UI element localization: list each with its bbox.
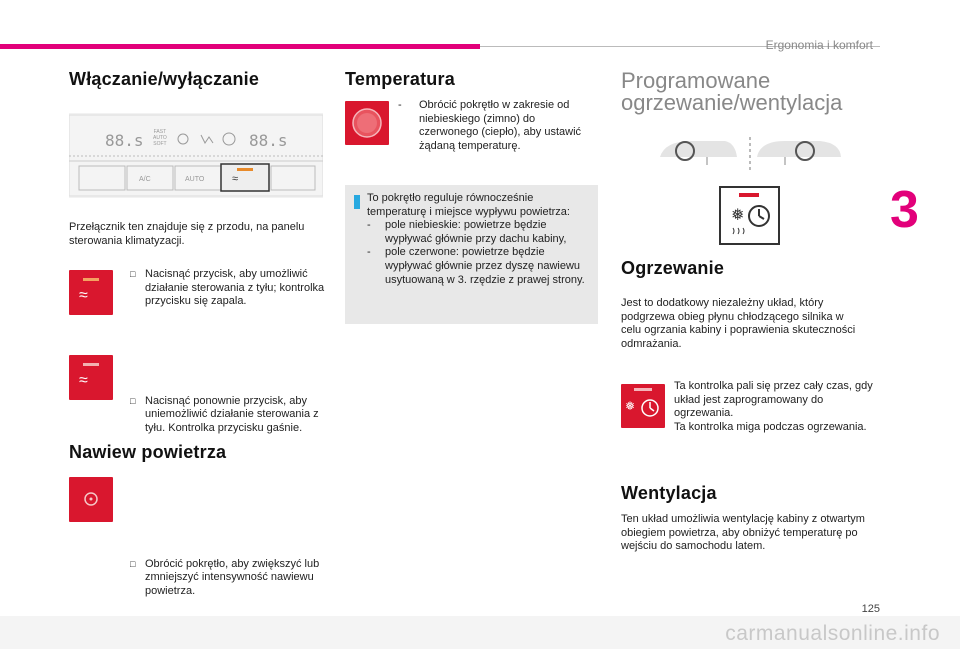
section-title-airflow: Nawiew powietrza bbox=[69, 442, 227, 462]
info-icon bbox=[354, 195, 360, 209]
knob-icon bbox=[345, 101, 389, 145]
step-disable-text: Nacisnąć ponownie przycisk, aby uniemożliwić działanie sterowania z tyłu. Kontrolka przycisku gaśnie. bbox=[145, 394, 319, 434]
dash-bullet: - bbox=[367, 246, 371, 259]
indicator-off bbox=[83, 363, 99, 366]
rear-control-off-icon bbox=[69, 355, 113, 400]
section-title-temperature: Temperatura bbox=[345, 69, 455, 89]
step-enable-text: Nacisnąć przycisk, aby umożliwić działanie sterowania z tyłu; kontrolka przycisku się zapala. bbox=[145, 268, 325, 308]
dash-bullet: - bbox=[367, 219, 371, 232]
svg-text:❅: ❅ bbox=[625, 399, 636, 413]
step-fan bbox=[130, 558, 335, 599]
section-title-programmed bbox=[621, 70, 842, 114]
heating-text: Jest to dodatkowy niezależny układ, który podgrzewa obieg płynu chłodzącego silnika w celu ogrzania kabiny i poprawienia skuteczności odmrażania. bbox=[621, 297, 856, 350]
watermark-text: carmanualsonline.info bbox=[725, 622, 940, 645]
info-box bbox=[345, 185, 598, 324]
dash-bullet: - bbox=[398, 99, 402, 111]
page-number: 125 bbox=[861, 603, 880, 615]
indicator-lit bbox=[739, 193, 759, 197]
soft-label: SOFT bbox=[153, 141, 167, 147]
display-left: 88.s bbox=[105, 131, 144, 150]
panel-illustration bbox=[69, 113, 323, 198]
auto-button-label[interactable]: AUTO bbox=[185, 176, 205, 183]
rear-control-icon[interactable]: ≈ bbox=[232, 173, 239, 185]
chapter-title: Ergonomia i komfort bbox=[765, 38, 873, 52]
title-line-1: Programowane bbox=[621, 68, 771, 93]
ventilation-text: Ten układ umożliwia wentylację kabiny z otwartym obiegiem powietrza, aby obniżyć temperaturę po wejściu do samochodu latem. bbox=[621, 513, 865, 553]
info-item-text: pole czerwone: powietrze będzie wypływać głównie przez dyszę nawiewu usytuowaną w 3. rzędzie z prawej strony. bbox=[385, 246, 585, 286]
step-disable bbox=[130, 395, 325, 436]
info-item bbox=[367, 219, 593, 246]
section-title-onoff: Włączanie/wyłączanie bbox=[69, 69, 260, 89]
indicator-lit bbox=[83, 278, 99, 281]
mode-labels bbox=[153, 129, 167, 147]
info-intro: To pokrętło reguluje równocześnie temperaturę i miejsce wypływu powietrza: bbox=[367, 192, 570, 218]
temperature-step bbox=[398, 99, 588, 153]
steering-wheels-illustration bbox=[655, 135, 845, 173]
intro-text: Przełącznik ten znajduje się z przodu, na panelu sterowania klimatyzacji. bbox=[69, 221, 305, 247]
temperature-knob-icon bbox=[345, 101, 389, 145]
fan-knob-icon bbox=[69, 477, 113, 522]
auto-label: AUTO bbox=[153, 135, 167, 141]
fan-icon bbox=[69, 477, 113, 522]
seat-airflow-icon: ≈ bbox=[79, 372, 88, 389]
indicator-bar bbox=[634, 388, 652, 391]
info-content bbox=[367, 192, 593, 287]
info-item-text: pole niebieskie: powietrze będzie wypływać głównie przy dachu kabiny, bbox=[385, 219, 567, 245]
checkbox-bullet: □ bbox=[130, 269, 136, 279]
programming-button[interactable] bbox=[719, 186, 780, 245]
header-accent-bar bbox=[0, 44, 480, 49]
rear-control-on-icon bbox=[69, 270, 113, 315]
climate-control-panel bbox=[69, 113, 323, 198]
checkbox-bullet: □ bbox=[130, 558, 136, 569]
title-line-2: ogrzewanie/wentylacja bbox=[621, 90, 843, 115]
svg-text:❅: ❅ bbox=[731, 207, 745, 224]
display-right: 88.s bbox=[249, 131, 288, 150]
step-fan-text: Obrócić pokrętło, aby zwiększyć lub zmniejszyć intensywność nawiewu powietrza. bbox=[145, 557, 320, 597]
temperature-step-text: Obrócić pokrętło w zakresie od niebieskiego (zimno) do czerwonego (ciepło), aby ustawić żądaną temperaturę. bbox=[419, 99, 582, 152]
heating-indicator-icon bbox=[621, 384, 665, 428]
checkbox-bullet: □ bbox=[130, 395, 136, 406]
seat-airflow-icon: ≈ bbox=[79, 287, 88, 304]
indicator-text-2: Ta kontrolka miga podczas ogrzewania. bbox=[674, 420, 867, 433]
chapter-number: 3 bbox=[890, 181, 919, 239]
section-title-ventilation: Wentylacja bbox=[621, 483, 717, 503]
indicator-text bbox=[674, 380, 874, 434]
indicator-text-1: Ta kontrolka pali się przez cały czas, gdy układ jest zaprogramowany do ogrzewania. bbox=[674, 380, 873, 420]
ac-button-label[interactable]: A/C bbox=[139, 176, 151, 183]
info-item bbox=[367, 246, 593, 287]
step-enable bbox=[130, 268, 325, 309]
fast-label: FAST bbox=[153, 129, 167, 135]
section-title-heating: Ogrzewanie bbox=[621, 258, 725, 278]
